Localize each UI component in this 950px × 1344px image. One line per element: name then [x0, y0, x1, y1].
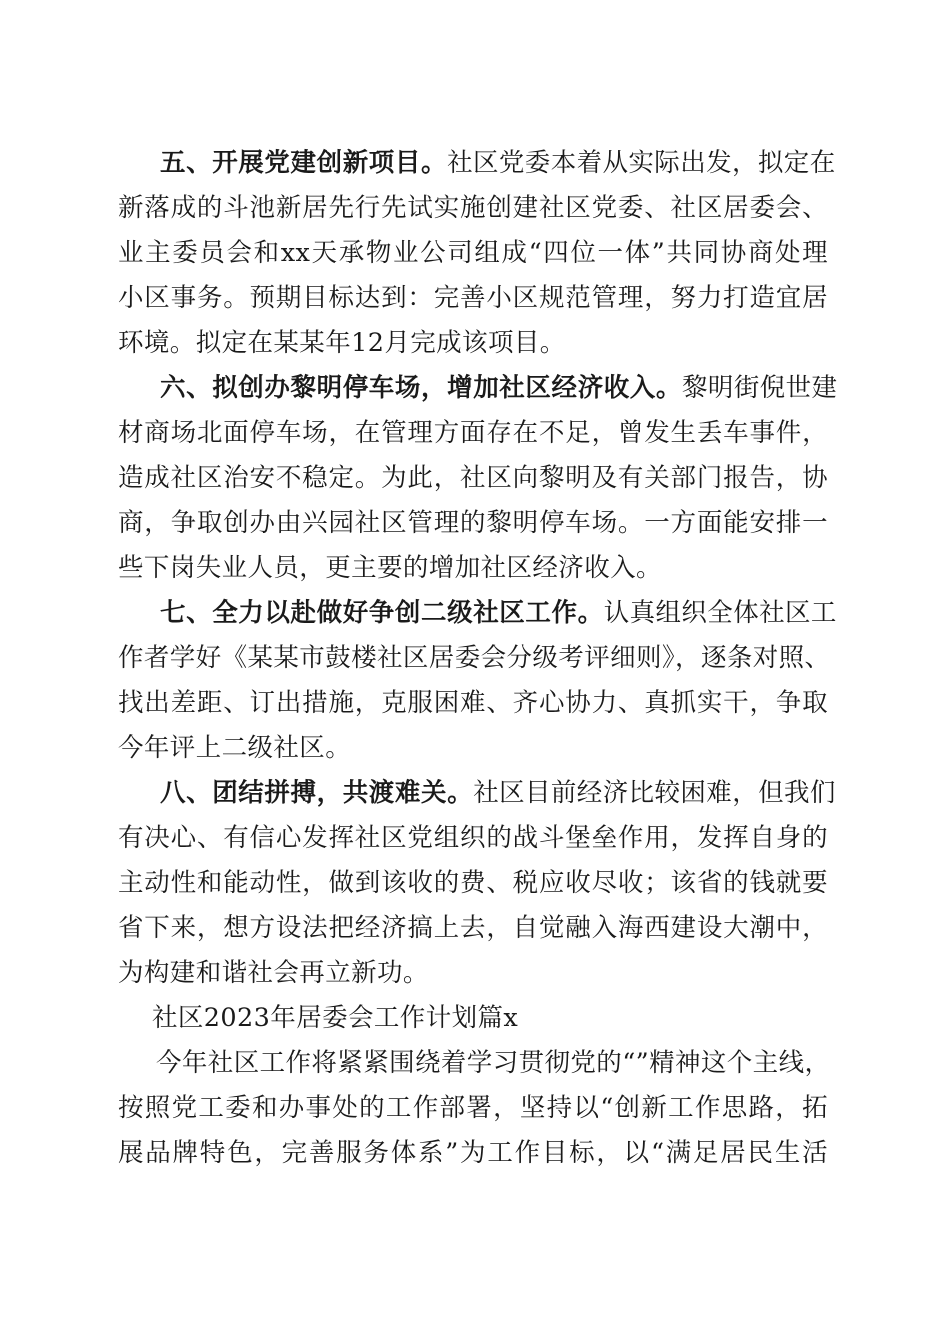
section-6-line-5: 些下岗失业人员，更主要的增加社区经济收入。	[118, 553, 662, 583]
section-7-line-2: 作者学好《某某市鼓楼社区居委会分级考评细则》，逐条对照、	[118, 643, 831, 673]
section-8-line-5: 为构建和谐社会再立新功。	[118, 958, 429, 988]
section-5-line-5: 环境。拟定在某某年12月完成该项目。	[118, 328, 566, 358]
section-7-line-3: 找出差距、订出措施，克服困难、齐心协力、真抓实干，争取	[118, 688, 828, 718]
section-5-heading: 五、开展党建创新项目。	[160, 148, 448, 178]
section-7-line-1: 七、全力以赴做好争创二级社区工作。认真组织全体社区工	[160, 598, 837, 628]
section-8-heading: 八、团结拼搏，共渡难关。	[160, 778, 474, 808]
section-5-line-2: 新落成的斗池新居先行先试实施创建社区党委、社区居委会、	[118, 193, 828, 223]
section-5-line-1: 五、开展党建创新项目。社区党委本着从实际出发，拟定在	[160, 148, 836, 178]
section-8-line-1: 八、团结拼搏，共渡难关。社区目前经济比较困难，但我们	[160, 778, 836, 808]
section-8-line-3: 主动性和能动性，做到该收的费、税应收尽收；该省的钱就要	[118, 868, 828, 898]
intro-line-1: 今年社区工作将紧紧围绕着学习贯彻党的“”精神这个主线，	[156, 1048, 831, 1078]
section-5-line-3: 业主委员会和xx天承物业公司组成“四位一体”共同协商处理	[118, 238, 828, 268]
intro-line-3: 展品牌特色，完善服务体系”为工作目标，以“满足居民生活	[118, 1138, 828, 1168]
section-6-line-2: 材商场北面停车场，在管理方面存在不足，曾发生丢车事件，	[118, 418, 828, 448]
section-5-line-4: 小区事务。预期目标达到：完善小区规范管理，努力打造宜居	[118, 283, 828, 313]
section-8-line-2: 有决心、有信心发挥社区党组织的战斗堡垒作用，发挥自身的	[118, 823, 828, 853]
section-6-line-1: 六、拟创办黎明停车场，增加社区经济收入。黎明街倪世建	[160, 373, 838, 403]
section-6-line-3: 造成社区治安不稳定。为此，社区向黎明及有关部门报告，协	[118, 463, 828, 493]
intro-line-2: 按照党工委和办事处的工作部署，坚持以“创新工作思路，拓	[118, 1093, 828, 1123]
document-subtitle: 社区2023年居委会工作计划篇x	[152, 1003, 519, 1033]
section-7-heading: 七、全力以赴做好争创二级社区工作。	[160, 598, 604, 628]
section-7-line-4: 今年评上二级社区。	[118, 733, 352, 763]
section-6-line-4: 商，争取创办由兴园社区管理的黎明停车场。一方面能安排一	[118, 508, 828, 538]
section-8-line-4: 省下来，想方设法把经济搞上去，自觉融入海西建设大潮中，	[118, 913, 828, 943]
section-6-heading: 六、拟创办黎明停车场，增加社区经济收入。	[160, 373, 683, 403]
